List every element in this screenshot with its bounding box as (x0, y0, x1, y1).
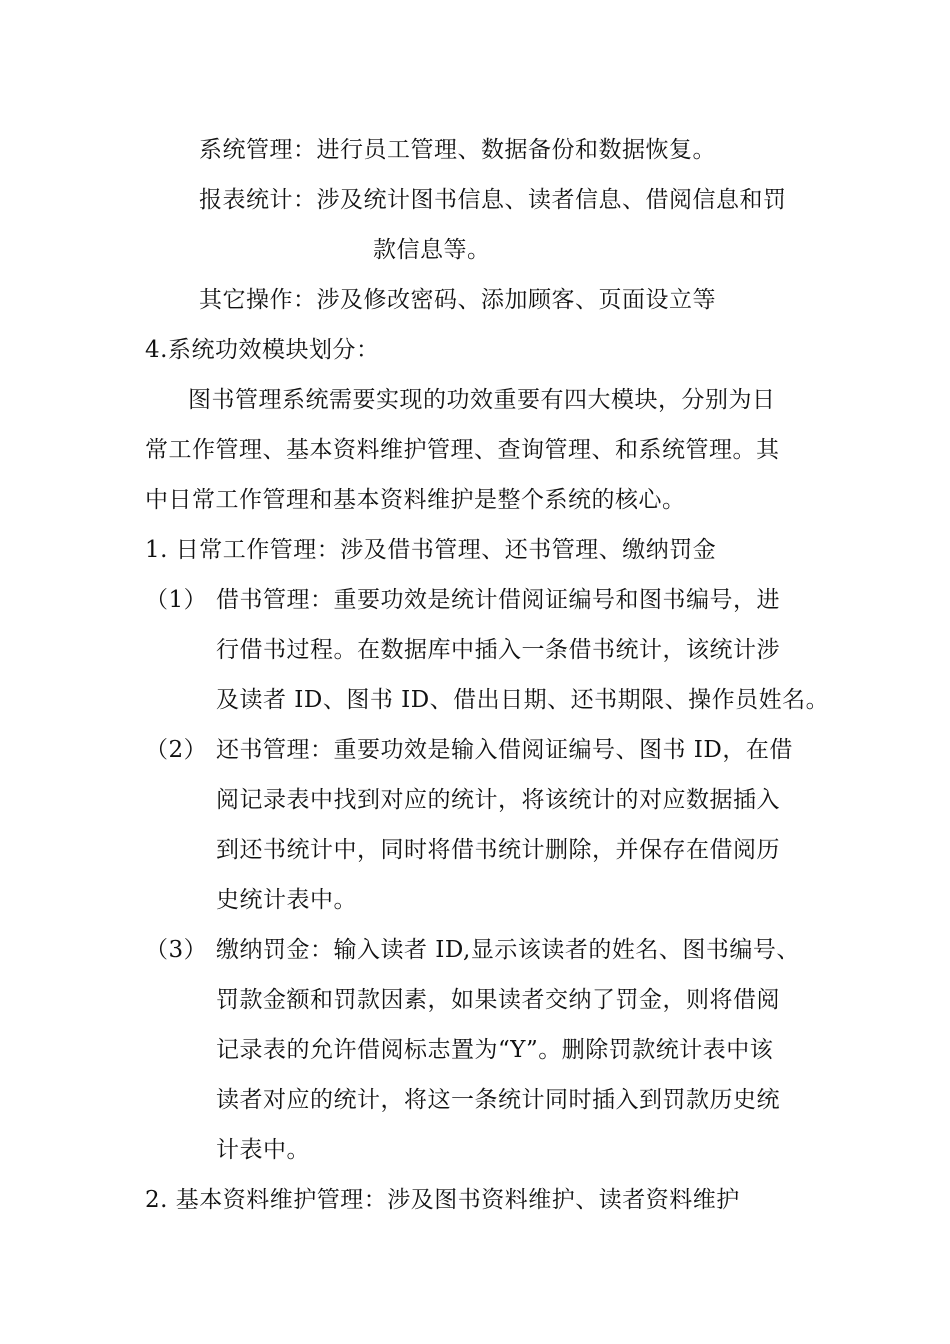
list-item-line: 计表中。 (216, 1137, 310, 1163)
list-number: （1） (145, 587, 208, 613)
section-heading-basic-data: 2. 基本资料维护管理：涉及图书资料维护、读者资料维护 (145, 1187, 740, 1213)
text-line-report-statistics: 报表统计：涉及统计图书信息、读者信息、借阅信息和罚 (199, 187, 787, 213)
list-number: （3） (145, 937, 208, 963)
list-item-line: 到还书统计中，同时将借书统计删除，并保存在借阅历 (216, 837, 780, 863)
list-item-line: 借书管理：重要功效是统计借阅证编号和图书编号，进 (216, 587, 780, 613)
list-item-line: 行借书过程。在数据库中插入一条借书统计，该统计涉 (216, 637, 780, 663)
list-item-line: 缴纳罚金：输入读者 ID,显示该读者的姓名、图书编号、 (216, 937, 800, 963)
paragraph-line: 图书管理系统需要实现的功效重要有四大模块，分别为日 (188, 387, 776, 413)
text-line-report-statistics-cont: 款信息等。 (373, 237, 491, 263)
list-item-line: 罚款金额和罚款因素，如果读者交纳了罚金，则将借阅 (216, 987, 780, 1013)
text-line-other-operations: 其它操作：涉及修改密码、添加顾客、页面设立等 (199, 287, 716, 313)
list-item-line: 还书管理：重要功效是输入借阅证编号、图书 ID，在借 (216, 737, 793, 763)
list-item-line: 史统计表中。 (216, 887, 357, 913)
section-heading-module-division: 4.系统功效模块划分： (145, 337, 380, 363)
list-item-line: 及读者 ID、图书 ID、借出日期、还书期限、操作员姓名。 (216, 687, 830, 713)
list-item-line: 读者对应的统计，将这一条统计同时插入到罚款历史统 (216, 1087, 780, 1113)
list-item-line: 阅记录表中找到对应的统计，将该统计的对应数据插入 (216, 787, 780, 813)
list-number: （2） (145, 737, 208, 763)
text-line-system-management: 系统管理：进行员工管理、数据备份和数据恢复。 (199, 137, 716, 163)
section-heading-daily-work: 1. 日常工作管理：涉及借书管理、还书管理、缴纳罚金 (145, 537, 717, 563)
paragraph-line: 常工作管理、基本资料维护管理、查询管理、和系统管理。其 (145, 437, 780, 463)
paragraph-line: 中日常工作管理和基本资料维护是整个系统的核心。 (145, 487, 686, 513)
list-item-line: 记录表的允许借阅标志置为“Y”。删除罚款统计表中该 (216, 1037, 774, 1063)
